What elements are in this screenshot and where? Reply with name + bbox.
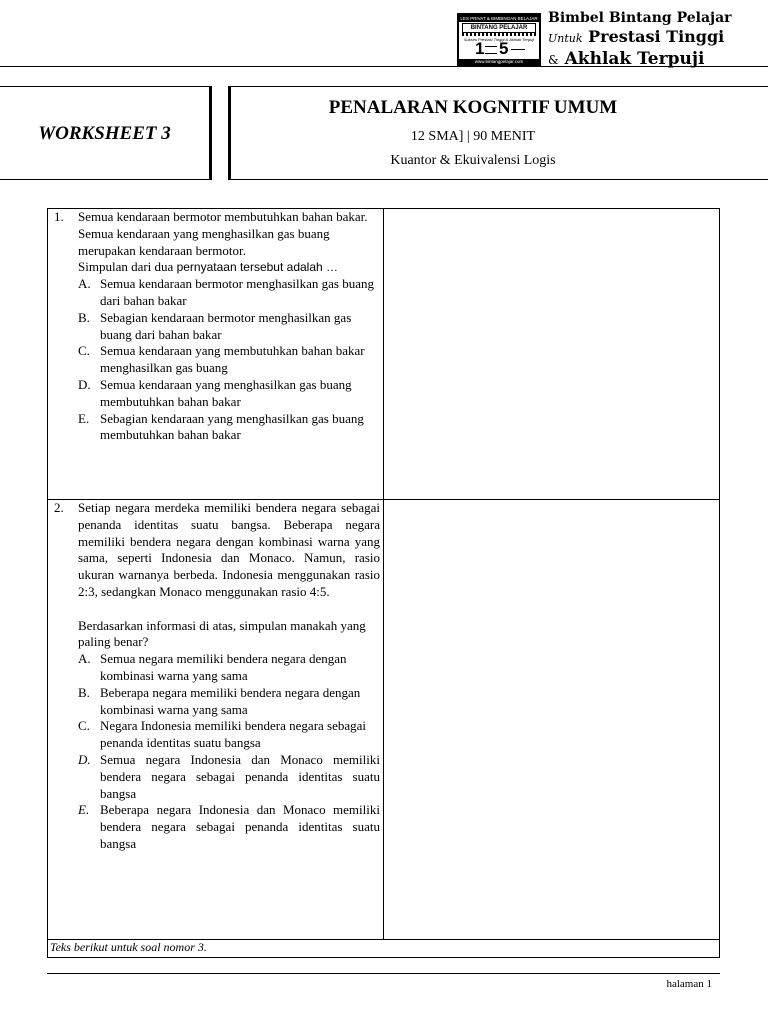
- question-paragraph: Setiap negara merdeka memiliki bendera negara sebagai penanda identitas suatu bangsa. Beberapa negara memiliki bendera negara dengan kombinasi warna yang sama, seperti Indonesia dan Monaco. Namun, rasio ukuran warnanya berbeda. Indonesia menggunakan rasio 2:3, sedangkan Monaco menggunakan rasio 4:5.: [78, 500, 380, 599]
- option-b: [78, 685, 380, 719]
- logo-tagline: Sukses Prestasi Tinggi & Akhlak Terpuji: [463, 37, 535, 42]
- logo-name: BINTANG PELAJAR: [462, 23, 536, 33]
- logo-url: www.bintangpelajar.com: [459, 59, 539, 65]
- premise-1: Semua kendaraan bermotor membutuhkan bahan bakar.: [78, 209, 368, 224]
- topic: Kuantor & Ekuivalensi Logis: [390, 153, 556, 168]
- option-label: C.: [78, 343, 90, 359]
- brand-logo: [457, 13, 541, 67]
- option-a: [78, 651, 380, 685]
- footer-rule: [47, 973, 720, 974]
- logo-divider: [485, 46, 497, 54]
- option-e: [78, 411, 380, 445]
- question-prompt: [78, 259, 380, 276]
- option-text: Beberapa negara memiliki bendera negara dengan kombinasi warna yang sama: [100, 684, 361, 717]
- option-c: [78, 343, 380, 377]
- question-body: [78, 209, 380, 444]
- class-duration: 12 SMA] | 90 MENIT: [410, 129, 536, 144]
- question-1: [54, 209, 384, 499]
- option-d: [78, 377, 380, 411]
- brand-line-2-text: Prestasi Tinggi: [588, 27, 725, 46]
- brand-line-1: Bimbel Bintang Pelajar: [548, 10, 732, 26]
- brand-line-2-prefix: Untuk: [548, 32, 583, 45]
- logo-number-5: 5: [499, 39, 509, 58]
- logo-top-text: LES PRIVAT & BIMBINGAN BELAJAR: [460, 16, 538, 21]
- question-prompt: Berdasarkan informasi di atas, simpulan manakah yang paling benar?: [78, 617, 366, 650]
- subject-box: [228, 86, 768, 180]
- brand-line-2: [548, 27, 732, 49]
- option-label: D.: [78, 376, 91, 392]
- worksheet-box: [0, 86, 212, 180]
- option-text: Negara Indonesia memiliki bendera negara sebagai penanda identitas suatu bangsa: [100, 718, 367, 751]
- premise-2: Semua kendaraan yang menghasilkan gas buang merupakan kendaraan bermotor.: [78, 225, 330, 258]
- option-text: Semua kendaraan yang menghasilkan gas buang membutuhkan bahan bakar: [100, 376, 352, 409]
- brand-line-3-prefix: &: [548, 53, 559, 67]
- option-label: E.: [78, 410, 90, 426]
- page-number: halaman 1: [666, 978, 712, 990]
- option-text: Semua kendaraan yang membutuhkan bahan bakar menghasilkan gas buang: [100, 343, 365, 376]
- option-b: [78, 310, 380, 344]
- prompt-part-1: Simpulan dari dua: [78, 259, 174, 275]
- logo-strip: [462, 33, 536, 36]
- subject-title: PENALARAN KOGNITIF UMUM: [328, 97, 618, 118]
- prompt-part-2: pernyataan tersebut adalah: [176, 260, 323, 275]
- option-label: B.: [78, 684, 90, 700]
- option-label: E.: [78, 802, 90, 818]
- prompt-ellipsis: …: [322, 260, 339, 275]
- option-d: [78, 752, 380, 802]
- option-text: Sebagian kendaraan yang menghasilkan gas buang membutuhkan bahan bakar: [100, 410, 364, 443]
- option-label: D.: [78, 751, 91, 767]
- header-rule: [0, 66, 768, 67]
- question-number: 2.: [54, 500, 64, 515]
- option-a: [78, 276, 380, 310]
- spacer: [78, 601, 380, 618]
- option-text: Beberapa negara Indonesia dan Monaco memiliki bendera negara sebagai penanda identitas suatu bangsa: [100, 802, 380, 851]
- option-label: B.: [78, 309, 90, 325]
- option-text: Sebagian kendaraan bermotor menghasilkan gas buang dari bahan bakar: [100, 309, 352, 342]
- option-label: A.: [78, 651, 91, 667]
- brand-text: [548, 10, 732, 71]
- logo-numbers: [475, 39, 527, 58]
- brand-line-3: [548, 49, 732, 71]
- option-label: A.: [78, 276, 91, 292]
- question-number: 1.: [54, 209, 64, 224]
- option-text: Semua negara memiliki bendera negara dengan kombinasi warna yang sama: [100, 651, 347, 683]
- option-text: Semua kendaraan bermotor menghasilkan gas buang dari bahan bakar: [100, 276, 374, 308]
- brand-line-3-text: Akhlak Terpuji: [564, 49, 705, 69]
- option-text: Semua negara Indonesia dan Monaco memiliki bendera negara sebagai penanda identitas suatu bangsa: [100, 751, 380, 801]
- footnote: Teks berikut untuk soal nomor 3.: [50, 940, 207, 954]
- logo-divider-2: [511, 49, 525, 53]
- logo-number-1: 1: [475, 39, 485, 58]
- option-c: [78, 718, 380, 752]
- option-e: [78, 802, 380, 852]
- question-2: [54, 500, 384, 938]
- worksheet-title: WORKSHEET 3: [38, 123, 171, 144]
- question-body: [78, 500, 380, 853]
- option-label: C.: [78, 718, 90, 734]
